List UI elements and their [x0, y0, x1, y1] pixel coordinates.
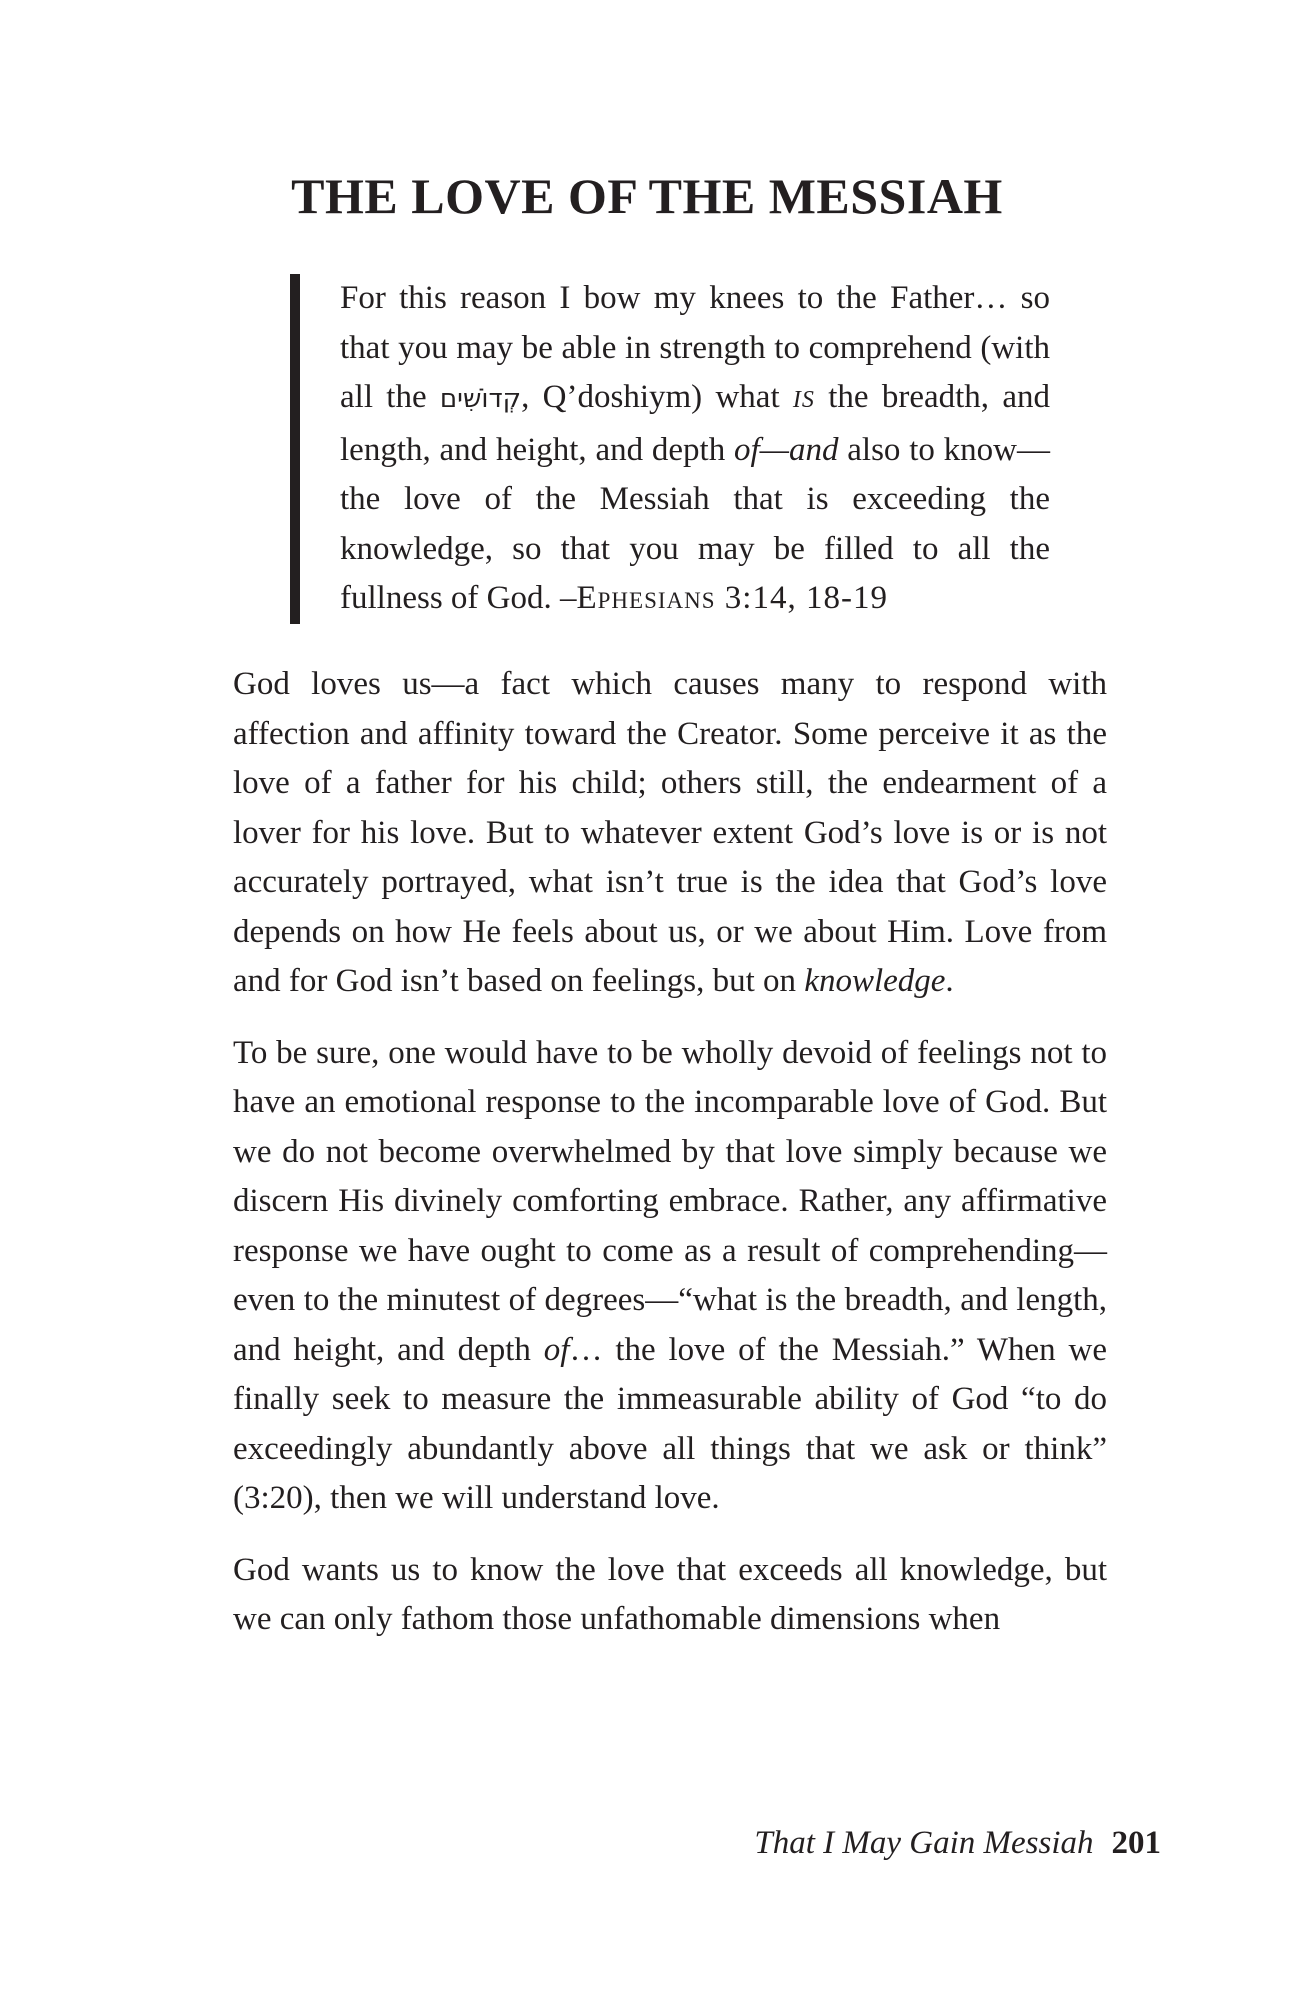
- body-text: [233, 660, 1107, 1667]
- epigraph-part-4: also to know—the love of the Messiah that is exceeding the knowledge, so that you may be filled to all the fullness of God. –: [340, 431, 1050, 616]
- paragraph-1-end: .: [945, 963, 954, 999]
- epigraph-of: of: [733, 431, 760, 468]
- epigraph-is: IS: [792, 387, 815, 413]
- running-title: That I May Gain Messiah: [754, 1825, 1094, 1861]
- paragraph-3: God wants us to know the love that exceeds all knowledge, but we can only fathom those unfathomable dimensions when: [233, 1551, 1107, 1637]
- epigraph-part-3: the breadth, and length, and height, and depth: [340, 379, 1050, 468]
- paragraph-2: [233, 1029, 1107, 1524]
- paragraph-2-italic: of: [543, 1331, 570, 1368]
- paragraph-2-end: … the love of the Messiah.” When we finally seek to measure the immeasurable ability of God “to do exceedingly abundantly above all things that we ask or think” (3:20), then we will understand love.: [233, 1331, 1108, 1516]
- hebrew-word: קְדוֹשִׁים: [439, 384, 522, 414]
- chapter-heading: THE LOVE OF THE MESSIAH: [291, 168, 1003, 224]
- epigraph-part-1: For this reason I bow my knees to the Father… so that you may be able in strength to comprehend (with all the: [340, 280, 1050, 415]
- paragraph-1-italic: knowledge: [804, 963, 946, 999]
- paragraph-1-text: God loves us—a fact which causes many to respond with affection and affinity toward the Creator. Some perceive it as the love of a father for his child; others still, the endearment of a lover for his love. But to whatever extent God’s love is or is not accurately portrayed, what isn’t true is the idea that God’s love depends on how He feels about us, or we about Him. Love from and for God isn’t based on feelings, but on: [233, 666, 1107, 999]
- epigraph-text: [340, 274, 1050, 624]
- epigraph-part-2: , Q’doshiym) what: [521, 379, 793, 415]
- epigraph-and: —and: [759, 431, 839, 468]
- epigraph-quote: [290, 274, 1050, 624]
- epigraph-citation: Ephesians 3:14, 18-19: [576, 580, 888, 616]
- paragraph-2-text: To be sure, one would have to be wholly devoid of feelings not to have an emotional response to the incomparable love of God. But we do not become overwhelmed by that love simply because we discern His divinely comforting embrace. Rather, any affirmative response we have ought to come as a result of comprehending—even to the minutest of degrees—“what is the breadth, and length, and height, and depth: [233, 1034, 1107, 1368]
- page-footer: [754, 1823, 1161, 1863]
- page-number: 201: [1111, 1825, 1161, 1861]
- paragraph-1: [233, 660, 1107, 1007]
